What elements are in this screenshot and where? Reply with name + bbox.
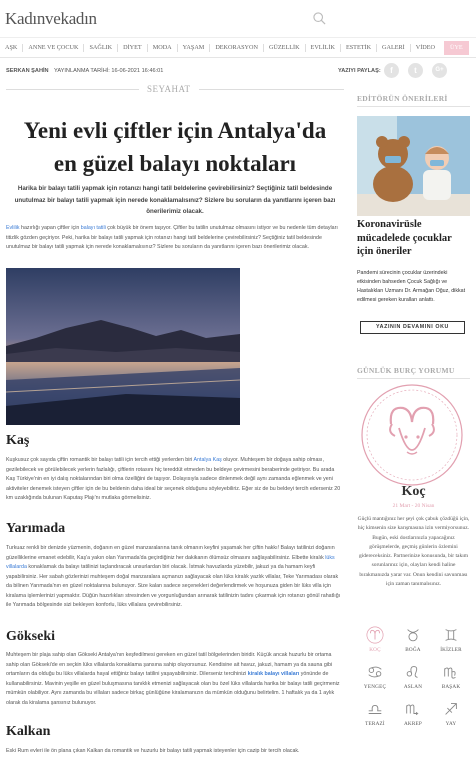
sign-label: ASLAN [403, 684, 423, 690]
section-text-kas-b: oluyor. Muhteşem bir doğaya sahip olması, gezilebilecek ve görülebilecek yerlerin fazlalığı, çiftlerin rotasını hiç tereddüt etmeden bu beldeye çevirmesini beraberinde getiriyor. Bu arada Kaş Türkiye'nin en iyi dalış noktalarından biri olma özelliğini de taşıyor. Dolayısıyla sadece dinlenmek değil aynı zamanda eğlenmek ve yeni aktiviteler denemek isteyen çiftler için de bu beldenin daha ideal bir seçenek olduğunu söyleyebiliriz. Eğer siz de bu beldeyi tercih ederseniz 20 km uzaklığında bulunan Kaputaş Plajı'nı mutlaka görmelisiniz. [6, 457, 341, 502]
site-header [0, 0, 476, 38]
intro-text-2: çok büyük bir önem taşıyor. Çiftler bu tatilin unutulmaz olmasını istiyor ve bu nedenle tüm detayları titizlik gözden geçiriyor. Peki, harika bir balayı tatili yapmak için rotanızı hangi tatil beldelerine çevirebilirsiniz? Seçtiğiniz tatil beldesinde unutulmaz bir balayı tatili yapmak için nerede konaklamalısınız? Sizlere bu soruların da yanıtlarını içeren bazı önerilerimiz olacak. [6, 225, 338, 251]
article-category[interactable]: SEYAHAT [139, 84, 199, 94]
title-line-1: Yeni evli çiftler için Antalya'da [23, 118, 327, 143]
horoscope-heading: GÜNLÜK BURÇ YORUMU [357, 366, 455, 375]
link-evlilik[interactable]: Evlilik [6, 225, 20, 231]
read-more-button[interactable]: YAZININ DEVAMINI OKU [360, 321, 465, 334]
nav-item-guzellik[interactable]: GÜZELLİK [264, 44, 306, 52]
sagittarius-sign-icon [442, 700, 460, 718]
sign-label: BAŞAK [441, 684, 461, 690]
link-luks-villalarda[interactable]: lüks villalarda [6, 554, 335, 571]
editor-picks-divider [357, 106, 470, 107]
nav-item-estetik[interactable]: ESTETİK [341, 44, 377, 52]
sign-ikizler[interactable] [433, 626, 469, 653]
site-logo[interactable]: Kadınvekadın [5, 9, 97, 28]
section-heading-yarimada: Yarımada [6, 521, 66, 536]
nav-item-diyet[interactable]: DİYET [118, 44, 148, 52]
virgo-sign-icon [442, 663, 460, 681]
article-intro [6, 224, 344, 253]
zodiac-reading: Güçlü mantığınız her şeyi çok çabuk çözdüğü için, hiç kimsenin size karışmasına izin vermiyorsunuz. Bugün, eski dostlarınızla yapacağınız görüşmelerde, geçmiş günlerin özlemini gidereceksiniz. Partnerinize konusunda, bir takım sorunlarınız için, olayları kendi haline bırakmanızda yarar var. Onun kendini savunması için zaman tanımalısınız. [357, 516, 470, 588]
section-heading-kas: Kaş [6, 433, 30, 448]
section-text-yarimada-a: Turkuaz renkli bir denizde yüzmenin, doğanın en güzel manzaralarına tanık olmanın keyfini yaşamak her çiftin hakkı! Balayı tatilinizi doğanın güzelliklerine emanet edebilir, Kaş'a yakın olan Yarımada'da geçirdiğiniz her dakikanın ölümsüz olmasını sağlayabilirsiniz. Elbette kiralık [6, 545, 335, 561]
main-nav [0, 38, 476, 58]
gemini-sign-icon [442, 626, 460, 644]
sign-label: AKREP [403, 721, 422, 727]
sign-yay[interactable] [433, 700, 469, 727]
sign-label: YAY [445, 721, 457, 727]
nav-item-galeri[interactable]: GALERİ [377, 44, 411, 52]
cancer-sign-icon [366, 663, 384, 681]
intro-text-1: hazırlığı yapan çiftler için [19, 225, 81, 231]
sign-label: BOĞA [405, 647, 421, 653]
libra-sign-icon [366, 700, 384, 718]
sign-akrep[interactable] [395, 700, 431, 727]
editor-pick-text: Pandemi sürecinin çocuklar üzerindeki etkisinden bahseden Çocuk Sağlığı ve Hastalıkları Uzmanı Dr. Armağan Oğuz, dikkat edilmesi gereken kuralları anlattı. [357, 270, 466, 304]
facebook-icon[interactable]: f [384, 63, 399, 78]
zodiac-name: Koç [401, 484, 426, 499]
leo-sign-icon [404, 663, 422, 681]
editor-pick-title[interactable]: Koronavirüsle mücadelede çocuklar için öneriler [357, 219, 452, 257]
section-text-gokseki-b: yönünde de kullanabilirsiniz. Mavinin yeşille en güzel buluşmasına tanıklık etmenizi sağlayacak olan bu özel lüks villalarda harika bir balayı tatili geçirmeniz mümkün olabiliyor. Aynı zamanda bu villaları sadece birkaç günlüğüne kiralamanızın da mümkün olduğunu belirtelim. 1 haftalık ya da 1 aylık olarak da kiralama şansınız bulunuyor. [6, 671, 340, 706]
article-meta-bar [0, 60, 476, 82]
publish-date: YAYINLANMA TARİHİ: 16-06-2021 16:46:01 [54, 68, 164, 74]
search-icon[interactable] [313, 12, 326, 25]
author-name[interactable]: SERKAN ŞAHİN [6, 68, 49, 74]
sign-label: KOÇ [369, 647, 381, 653]
sign-koc[interactable] [357, 626, 393, 653]
nav-item-anne-ve-cocuk[interactable]: ANNE VE ÇOCUK [23, 44, 84, 52]
article-photo [6, 268, 240, 425]
sign-aslan[interactable] [395, 663, 431, 690]
sign-label: İKİZLER [440, 647, 462, 653]
section-text-gokseki-a: Muhteşem bir plaja sahip olan Gökseki Antalya'nın keşfedilmesi gereken en güzel tatil bölgelerinden biridir. Küçük ancak huzurlu bir ortama sahip olan Gökseki'de en seçkin lüks villalarda konaklama şansına sahip oluyorsunuz. Kendisine ait havuz, jakuzi, hamam ya da sauna gibi ortamların da olduğu bu lüks villalarda hayal ettiğiniz balayı tatilini yaşayabilirsiniz. Dilerseniz tercihinizi [6, 652, 333, 678]
nav-item-moda[interactable]: MODA [148, 44, 178, 52]
section-text-gokseki [6, 651, 344, 708]
sign-terazi[interactable] [357, 700, 393, 727]
nav-item-evlilik[interactable]: EVLİLİK [306, 44, 341, 52]
link-balayi-tatili[interactable]: balayı tatili [80, 225, 106, 231]
title-line-2: en güzel balayı noktaları [53, 151, 297, 176]
share-label: YAZIYI PAYLAŞ: [338, 68, 381, 74]
section-text-yarimada [6, 544, 344, 611]
nav-item-member[interactable]: ÜYE [444, 41, 469, 55]
nav-item-video[interactable]: VİDEO [415, 43, 435, 51]
taurus-sign-icon [404, 626, 422, 644]
aries-sign-icon [366, 626, 384, 644]
twitter-icon[interactable]: t [408, 63, 423, 78]
sign-yengec[interactable] [357, 663, 393, 690]
google-plus-icon[interactable]: G+ [432, 63, 447, 78]
article-title [4, 114, 346, 180]
nav-item-dekorasyon[interactable]: DEKORASYON [210, 44, 264, 52]
article-lead: Harika bir balayı tatili yapmak için rotanızı hangi tatil beldelerine çevirebilirsiniz? Seçtiğiniz tatil beldesinde unutulmaz bir balayı tatili yapmak için nerede konaklamalısınız? Sizlere bu soruların da yanıtlarını içeren bazı önerilerimiz olacak. [14, 185, 336, 215]
section-text-yarimada-b: konaklamak da balayı tatilinizi taçlandıracak unsurlardan biri olacak. İstmak havuzlarda yüzebilir, jakuzi ya da hamam keyfi yapabilirsiniz. Her sabah gözlerinizi muhteşem doğal manzaralara açmanızı sağlayacak olan lüks kiralık yazlık villalar, Teke Yarımadası olarak da bilinen Yarımada'nın en güzel noktalarına bulunuyor. Size kalan sadece seçenekleri değerlendirmek ve hoşunuza giden bir lüks villa için kiralama işlemlerinizi yapmaktır. Düğün hazırlıkları stresinden ve yorgunluğundan arınarak tatilinizin tadını çıkarmak için rotanızı gönül rahatlığı ile Yarımada bölgesinde sizi bekleyen konforlu, lüks villalara çevirebilirsiniz. [6, 564, 341, 609]
sign-label: TERAZİ [365, 721, 385, 727]
section-heading-gokseki: Gökseki [6, 629, 56, 644]
nav-item-saglik[interactable]: SAĞLIK [84, 44, 118, 52]
horoscope-divider [357, 378, 470, 379]
section-text-kalkan: Eski Rum evleri ile ön plana çıkan Kalkan da romantik ve huzurlu bir balayı tatili yapmak isteyenler için cazip bir tercih olacak. [6, 748, 300, 754]
link-kiralik-balayi-villalari[interactable]: kiralık balayı villaları [247, 671, 300, 678]
sign-boga[interactable] [395, 626, 431, 653]
scorpio-sign-icon [404, 700, 422, 718]
editor-picks-heading: EDİTÖRÜN ÖNERİLERİ [357, 94, 448, 103]
sign-label: YENGEÇ [363, 684, 387, 690]
zodiac-date: 21 Mart - 20 Nisan [392, 503, 435, 509]
nav-item-ask[interactable]: AŞK [0, 44, 23, 52]
editor-pick-photo[interactable] [357, 116, 470, 216]
sign-basak[interactable] [433, 663, 469, 690]
link-antalya-kas[interactable]: Antalya Kaş [193, 457, 222, 463]
nav-item-yasam[interactable]: YAŞAM [178, 44, 211, 52]
section-text-kas-a: Kuşkusuz çok sayıda çiftin romantik bir balayı tatili için tercih ettiği yerlerden biri [6, 457, 194, 463]
section-heading-kalkan: Kalkan [6, 724, 51, 739]
aries-icon [359, 382, 465, 488]
section-text-kas [6, 456, 344, 504]
